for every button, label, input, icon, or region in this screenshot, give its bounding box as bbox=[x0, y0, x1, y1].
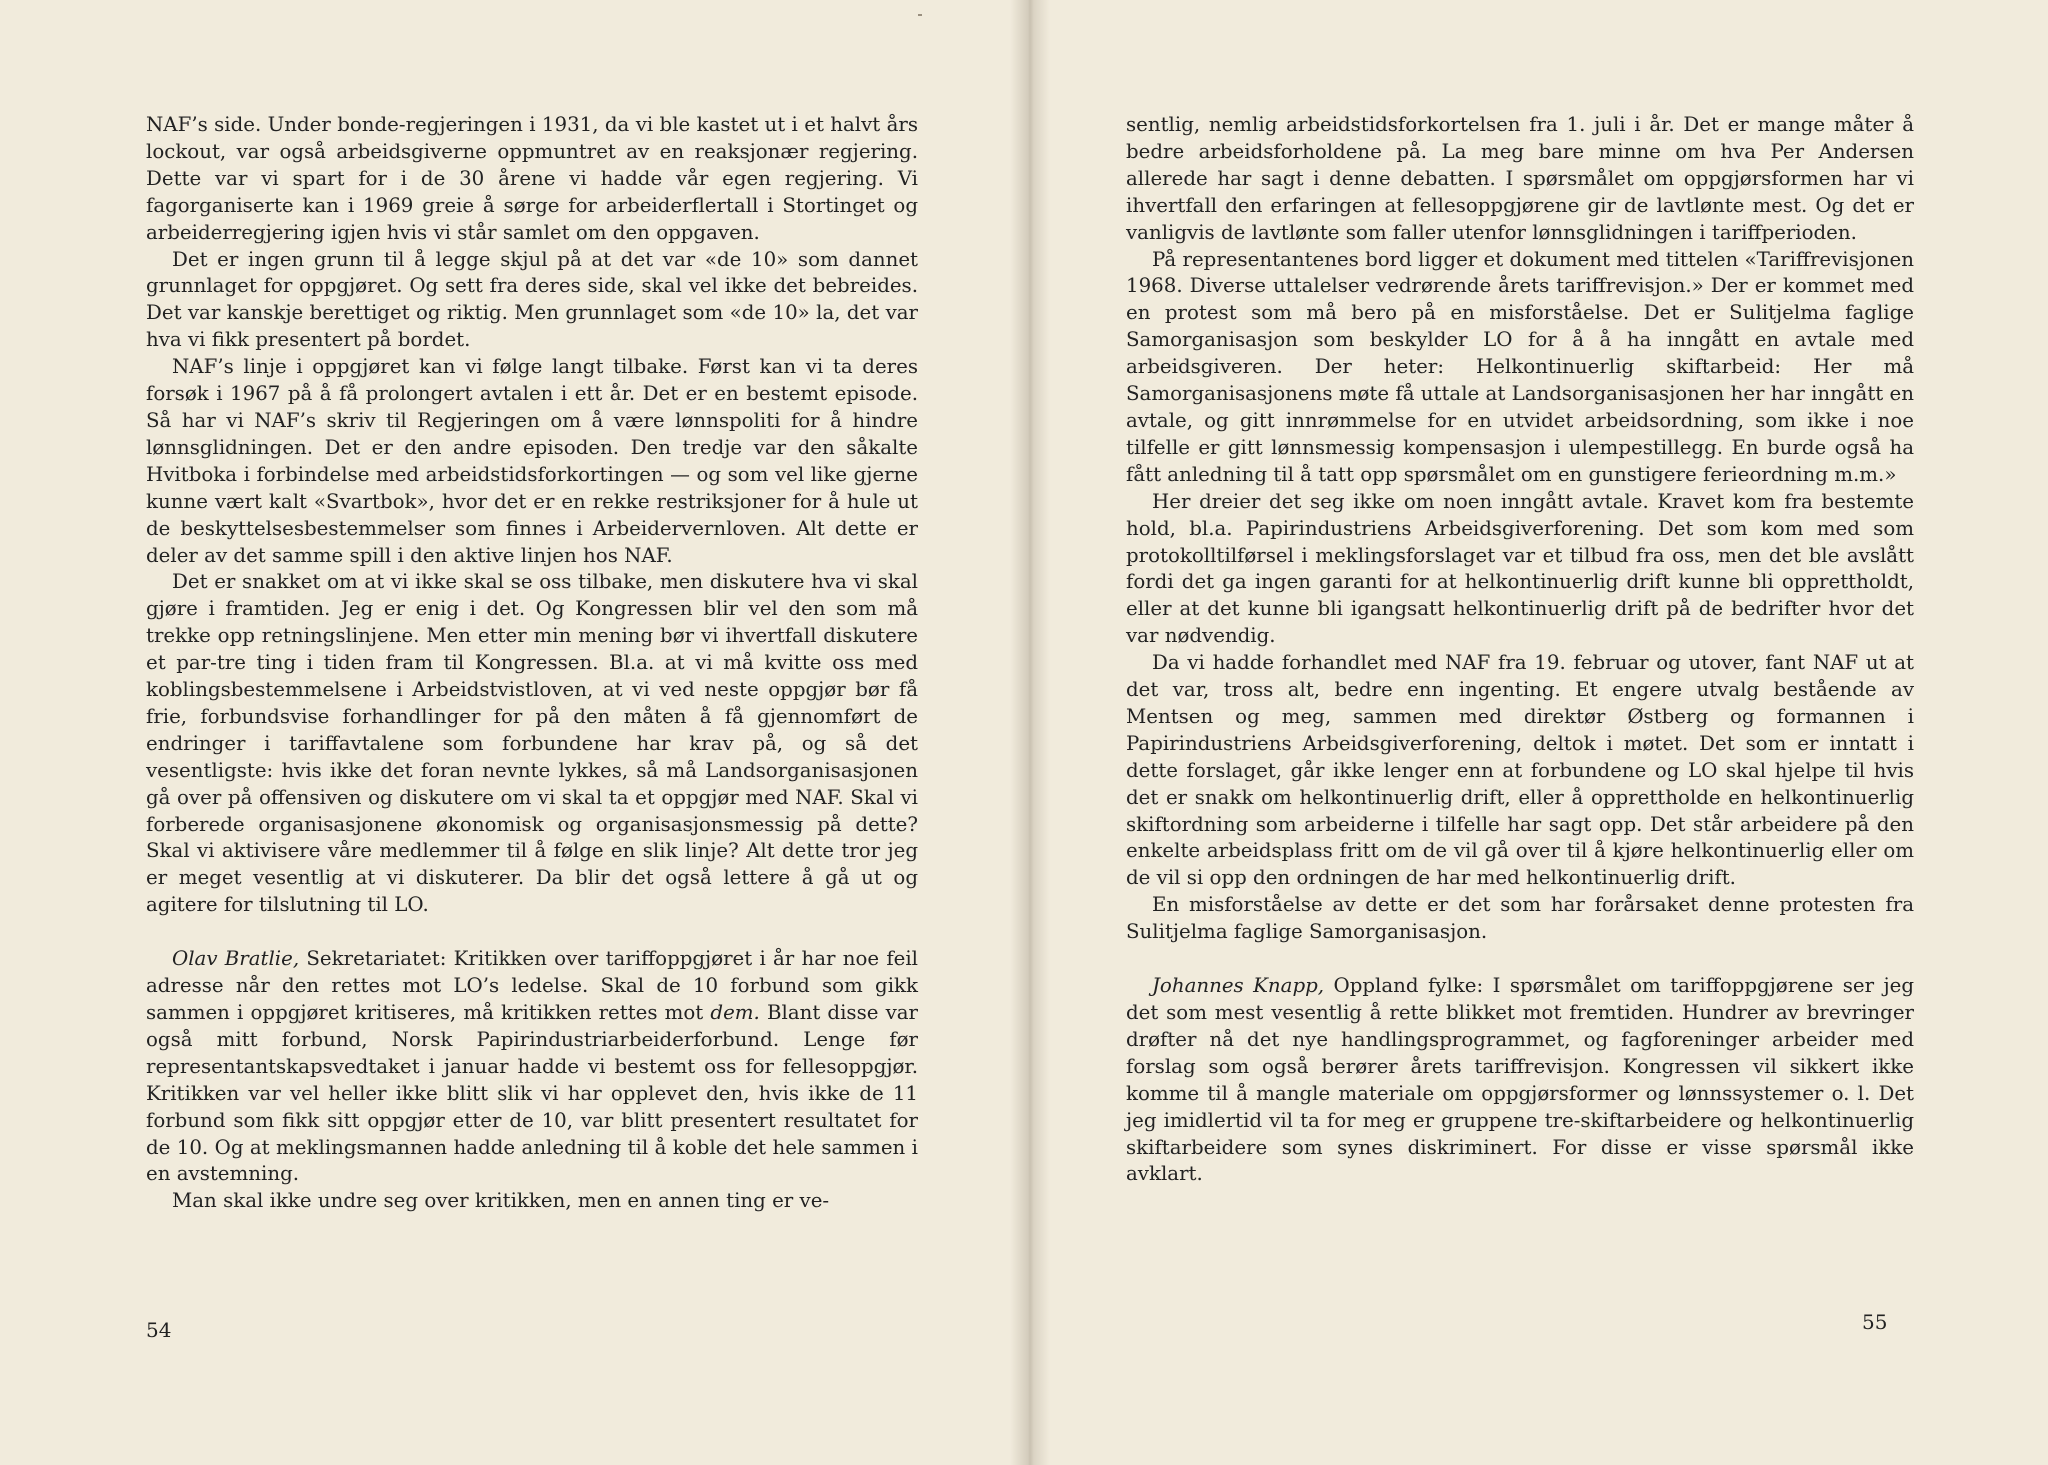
paragraph: En misforståelse av dette er det som har forårsaket denne protesten fra Sulitjelma faglige Samorganisasjon. bbox=[1126, 893, 1914, 944]
paragraph: NAF’s side. Under bonde-regjeringen i 1931, da vi ble kastet ut i et halvt års lockout, var også arbeidsgiverne oppmuntret av en reaksjonær regjering. Dette var vi spart for i de 30 årene vi hadde vår egen regjering. Vi fagorganiserte kan i 1969 greie å sørge for arbeiderflertall i Stortinget og arbeiderregjering igjen hvis vi står samlet om den oppgaven. bbox=[146, 113, 918, 244]
speaker-name: Olav Bratlie, bbox=[172, 947, 300, 971]
speaker-paragraph-bratlie bbox=[146, 946, 918, 1188]
paragraph: Det er ingen grunn til å legge skjul på at det var «de 10» som dannet grunnlaget for oppgjøret. Og sett fra deres side, skal vel ikke det bebreides. Det var kanskje berettiget og riktig. Men grunnlaget som «de 10» la, det var hva vi fikk presentert på bordet. bbox=[146, 247, 918, 352]
paragraph: NAF’s linje i oppgjøret kan vi følge langt tilbake. Først kan vi ta deres forsøk i 1967 på å få prolongert avtalen i ett år. Det er en bestemt episode. Så har vi NAF’s skriv til Regjeringen om å være lønnspoliti for å hindre lønnsglidningen. Det er den andre episoden. Den tredje var den såkalte Hvitboka i forbindelse med arbeidstidsforkortingen — og som vel like gjerne kunne vært kalt «Svartbok», hvor det er en rekke restriksjoner for å hule ut de beskyttelsesbestemmelser som finnes i Arbeidervernloven. Alt dette er deler av det samme spill i den aktive linjen hos NAF. bbox=[146, 355, 918, 567]
page-number: 54 bbox=[146, 1318, 172, 1342]
speaker-name: Johannes Knapp, bbox=[1152, 974, 1325, 998]
paragraph: Da vi hadde forhandlet med NAF fra 19. februar og utover, fant NAF ut at det var, tross alt, bedre enn ingenting. Et engere utvalg bestående av Mentsen og meg, sammen med direktør Østberg og formannen i Papirindustriens Arbeidsgiverforening, deltok i møtet. Det som er inntatt i dette forslaget, går ikke lenger enn at forbundene og LO skal hjelpe til hvis det er snakk om helkontinuerlig drift, eller å opprettholde en helkontinuerlig skiftordning som arbeiderne i tilfelle har sagt opp. Det står arbeidere på den enkelte arbeidsplass fritt om de vil gå over til å kjøre helkontinuerlig eller om de vil si opp den ordningen de har med helkontinuerlig drift. bbox=[1126, 651, 1914, 890]
speaker-paragraph-knapp bbox=[1126, 973, 1914, 1188]
speaker-text-continued: Blant disse var også mitt forbund, Norsk Papirindustriarbeiderforbund. Lenge før representantskapsvedtaket i januar hadde vi bestemt oss for fellesoppgjør. Kritikken var vel heller ikke blitt slik vi har opplevet den, hvis ikke de 11 forbund som fikk sitt oppgjør etter de 10, var blitt presentert resultatet for de 10. Og at meklingsmannen hadde anledning til å koble det hele sammen i en avstemning. bbox=[146, 1001, 918, 1186]
page-number: 55 bbox=[1862, 1310, 1888, 1334]
right-page-text bbox=[1126, 112, 1914, 1188]
left-page-text bbox=[146, 112, 918, 1215]
speaker-text: Sekretariatet: Kritikken over tariffoppgjøret i år har noe feil adresse når den rettes mot LO’s ledelse. Skal de 10 forbund som gikk sammen i oppgjøret kritiseres, må kritikken rettes mot bbox=[146, 947, 918, 1024]
speaker-text: Oppland fylke: I spørsmålet om tariffoppgjørene ser jeg det som mest vesentlig å rette blikket mot fremtiden. Hundrer av brevringer drøfter nå det nye handlingsprogrammet, og fagforeninger arbeider med forslag som også berører årets tariffrevisjon. Kongressen vil sikkert ikke komme til å mangle materiale om oppgjørsformer og lønnssystemer o. l. Det jeg imidlertid vil ta for meg er gruppene tre-skiftarbeidere og helkontinuerlig skiftarbeidere som synes diskriminert. For disse er visse spørsmål ikke avklart. bbox=[1126, 974, 1914, 1186]
book-gutter bbox=[1010, 0, 1050, 1465]
paragraph: Her dreier det seg ikke om noen inngått avtale. Kravet kom fra bestemte hold, bl.a. Papirindustriens Arbeidsgiverforening. Det som kom med som protokolltilførsel i meklingsforslaget var et tilbud fra oss, men det ble avslått fordi det ga ingen garanti for at helkontinuerlig drift kunne bli opprettholdt, eller at det kunne bli igangsatt helkontinuerlig drift på de bedrifter hvor det var nødvendig. bbox=[1126, 489, 1914, 648]
right-page bbox=[1024, 0, 2048, 1465]
paragraph: sentlig, nemlig arbeidstidsforkortelsen fra 1. juli i år. Det er mange måter å bedre arbeidsforholdene på. La meg bare minne om hva Per Andersen allerede har sagt i denne debatten. I spørsmålet om oppgjørsformen har vi ihvertfall den erfaringen at fellesoppgjørene gir de lavtlønte mest. Og det er vanligvis de lavtlønte som faller utenfor lønnsglidningen i tariffperioden. bbox=[1126, 113, 1914, 244]
paragraph: På representantenes bord ligger et dokument med tittelen «Tariffrevisjonen 1968. Diverse uttalelser vedrørende årets tariffrevisjon.» Der er kommet med en protest som må bero på en misforståelse. Det er Sulitjelma faglige Samorganisasjon som beskylder LO for å å ha inngått en avtale med arbeidsgiveren. Der heter: Helkontinuerlig skiftarbeid: Her må Samorganisasjonens møte få uttale at Landsorganisasjonen her har inngått en avtale, og gitt innrømmelse for en utvidet arbeidsordning, som ikke i noe tilfelle er gitt lønnsmessig kompensasjon i ulempestillegg. En burde også ha fått anledning til å tatt opp spørsmålet om en gunstigere ferieordning m.m.» bbox=[1126, 247, 1914, 486]
emphasis: dem. bbox=[710, 1001, 760, 1024]
speck bbox=[918, 14, 922, 16]
paragraph: Det er snakket om at vi ikke skal se oss tilbake, men diskutere hva vi skal gjøre i framtiden. Jeg er enig i det. Og Kongressen blir vel den som må trekke opp retningslinjene. Men etter min mening bør vi ihvertfall diskutere et par-tre ting i tiden fram til Kongressen. Bl.a. at vi må kvitte oss med koblingsbestemmelsene i Arbeidstvistloven, at vi ved neste oppgjør bør få frie, forbundsvise forhandlinger for på den måten å få gjennomført de endringer i tariffavtalene som forbundene har krav på, og så det vesentligste: hvis ikke det foran nevnte lykkes, så må Landsorganisasjonen gå over på offensiven og diskutere om vi skal ta et oppgjør med NAF. Skal vi forberede organisasjonene økonomisk og organisasjonsmessig på dette? Skal vi aktivisere våre medlemmer til å følge en slik linje? Alt dette tror jeg er meget vesentlig at vi diskuterer. Da blir det også lettere å gå ut og agitere for tilslutning til LO. bbox=[146, 570, 918, 917]
paragraph: Man skal ikke undre seg over kritikken, men en annen ting er ve- bbox=[172, 1189, 830, 1213]
